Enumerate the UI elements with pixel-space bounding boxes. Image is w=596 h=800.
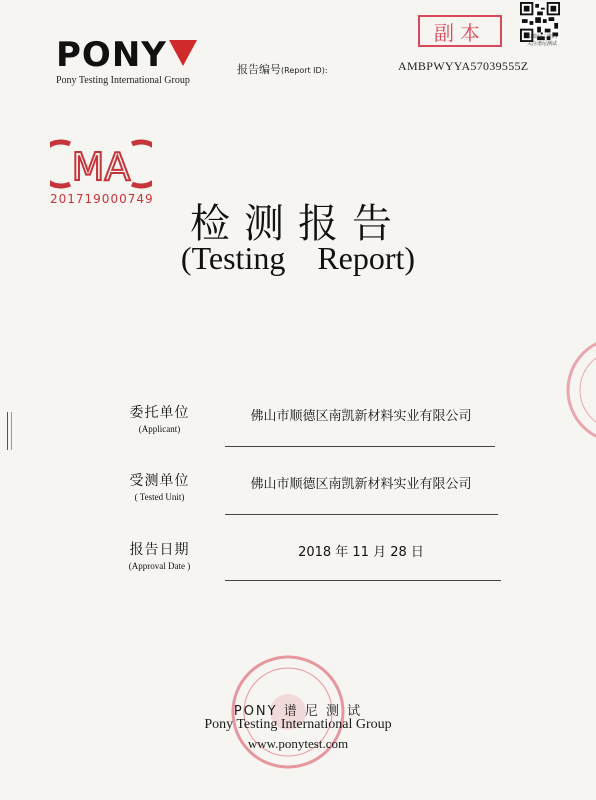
approval-date-underline [225, 580, 501, 581]
logo-wordmark: PONY [56, 38, 221, 72]
title-english: (Testing Report) [180, 240, 416, 276]
approval-date-value: 2018 年 11 月 28 日 [298, 545, 424, 560]
cma-certification-mark [50, 138, 152, 190]
edge-seal [560, 330, 596, 450]
report-id-value: AMBPWYYA57039555Z [398, 59, 529, 73]
logo-subtitle: Pony Testing International Group [56, 75, 190, 86]
binder-clip-mark [7, 412, 12, 450]
pony-logo [56, 35, 221, 86]
title-chinese: 检测报告 [190, 201, 406, 247]
logo-triangle-icon [169, 40, 197, 66]
footer-brand-en: Pony Testing International Group [204, 717, 392, 732]
copy-stamp: 副本 [418, 15, 502, 47]
tested-unit-value: 佛山市顺德区南凯新材料实业有限公司 [250, 477, 472, 492]
applicant-label: 委托单位 (Applicant) [129, 405, 190, 434]
report-id-label: 报告编号(Report ID): [237, 63, 328, 76]
tested-unit-underline [225, 514, 498, 515]
cma-number: 201719000749 [50, 192, 154, 206]
applicant-value: 佛山市顺德区南凯新材料实业有限公司 [250, 409, 472, 424]
footer-brand-cn: PONY 谱 尼 测 试 [233, 704, 363, 719]
tested-unit-label: 受测单位 ( Tested Unit) [129, 473, 190, 502]
qr-caption: 扫微信二维码 关注谱尼测试 [526, 34, 557, 47]
cma-letters: MA [71, 145, 131, 189]
footer-website: www.ponytest.com [247, 736, 349, 751]
approval-date-label: 报告日期 (Approval Date ) [128, 542, 191, 571]
applicant-underline [225, 446, 495, 447]
